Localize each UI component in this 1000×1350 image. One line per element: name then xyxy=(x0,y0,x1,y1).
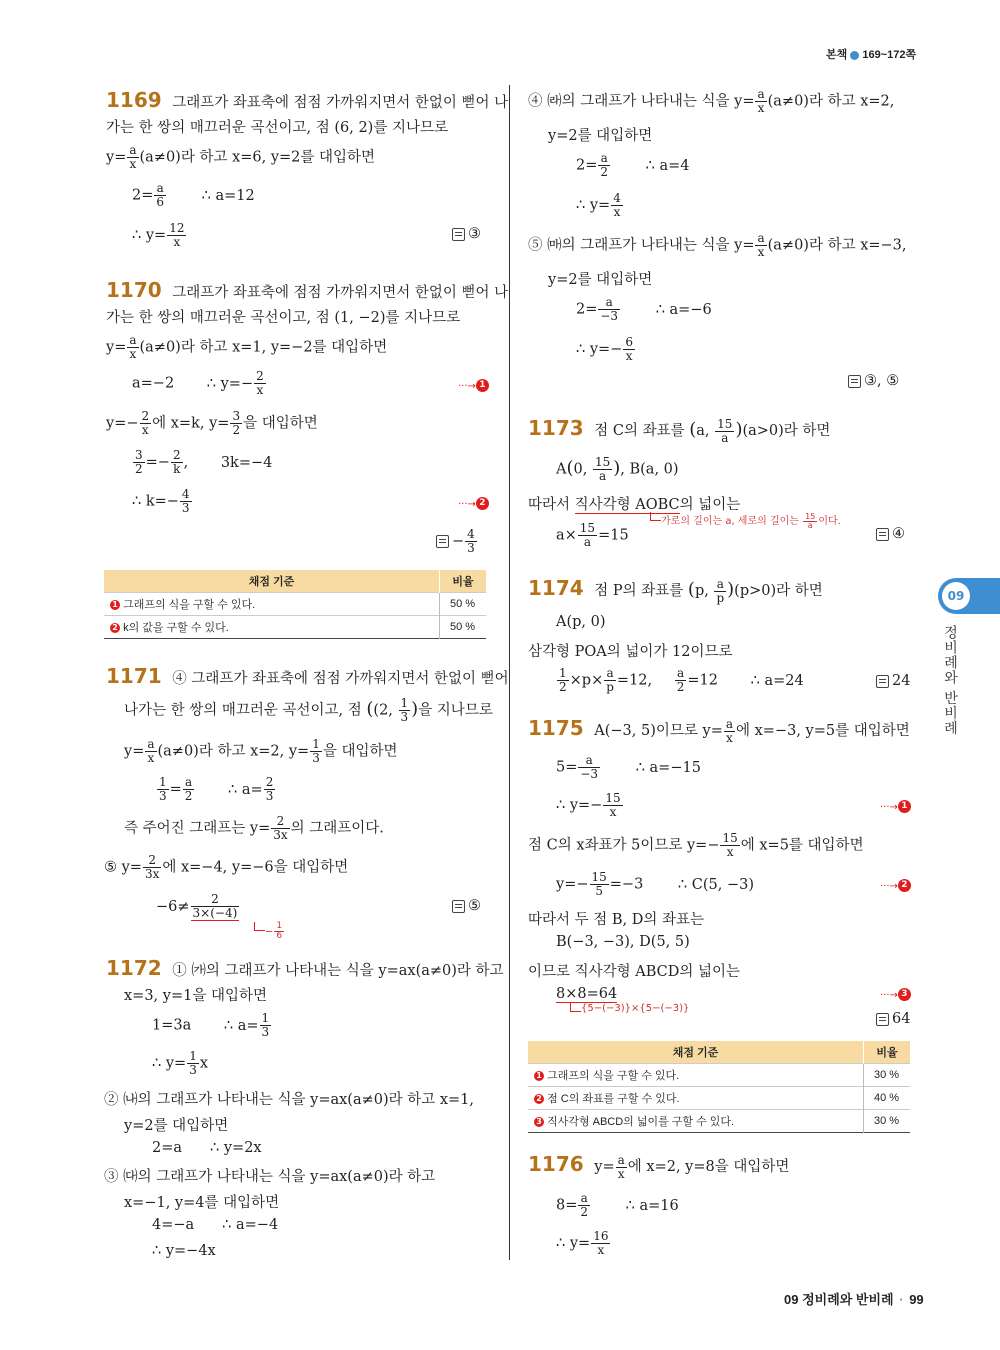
equation-line: y= $\frac{a}{x}$ (a≠0)라 하고 x=2, y= $\frac{1}{3}$ 을 대입하면 xyxy=(124,737,398,765)
equation-line: y= $\frac{a}{x}$ (a≠0)라 하고 x=6, y=2를 대입하면 xyxy=(106,143,376,171)
equation-line: 1=3a ∴ a= $\frac{1}{3}$ xyxy=(152,1011,270,1039)
text-line: 가는 한 쌍의 매끄러운 곡선이고, 점 (6, 2)를 지나므로 xyxy=(106,120,448,136)
equation-line: 2=a ∴ y=2x xyxy=(152,1140,262,1156)
text-line: ① ㈎의 그래프가 나타내는 식을 y=ax(a≠0)라 하고 xyxy=(172,963,504,979)
problem-number: 1173 xyxy=(528,416,584,440)
answer-1172: ③, ⑤ xyxy=(848,373,899,389)
equation-line: a× $\frac{15}{a}$ =15 xyxy=(556,521,629,549)
problem-1172 xyxy=(106,956,504,980)
text-line: x=−1, y=4를 대입하면 xyxy=(124,1195,280,1211)
text-line: 따라서 두 점 B, D의 좌표는 xyxy=(528,912,704,928)
equation-line: y= $\frac{a}{x}$ (a≠0)라 하고 x=1, y=−2를 대입하면 xyxy=(106,333,388,361)
chapter-tab-number: 09 xyxy=(942,582,970,610)
calc-hint: 가로의 길이는 a, 세로의 길이는 $\frac{15}{a}$ 이다. xyxy=(650,512,841,530)
problem-number: 1174 xyxy=(528,576,584,600)
header-book: 본책 xyxy=(826,49,848,61)
text-line: x=3, y=1을 대입하면 xyxy=(124,988,267,1004)
table-row: 2 점 C의 좌표를 구할 수 있다. 40 % xyxy=(528,1087,910,1110)
equation-line: ∴ k=− $\frac{4}{3}$ xyxy=(132,487,190,515)
page-footer: 09 정비례와 반비례 · 99 xyxy=(784,1292,924,1307)
text-line: 그래프가 좌표축에 점점 가까워지면서 한없이 뻗어 나 xyxy=(172,95,509,111)
problem-1169 xyxy=(106,88,508,112)
text-line: 가는 한 쌍의 매끄러운 곡선이고, 점 (1, −2)를 지나므로 xyxy=(106,310,461,326)
equation-line: 8×8=64 xyxy=(556,986,618,1002)
equation-line: y=− $\frac{2}{x}$ 에 x=k, y= $\frac{3}{2}$ 을 대입하면 xyxy=(106,409,318,437)
equation-line: ∴ y=−4x xyxy=(152,1243,216,1259)
answer-1175: 64 xyxy=(876,1011,910,1027)
equation-line: ∴ y= $\frac{12}{x}$ xyxy=(132,221,185,249)
chapter-tab-title: 정비례와 반비례 xyxy=(942,625,958,736)
equation-line: 5= $\frac{a}{-3}$ ∴ a=−15 xyxy=(556,753,701,781)
answer-1173: ④ xyxy=(876,526,905,542)
problem-1176: 1176 y= $\frac{a}{x}$ 에 x=2, y=8을 대입하면 xyxy=(528,1152,790,1181)
table-row: 1 그래프의 식을 구할 수 있다. 30 % xyxy=(528,1064,910,1087)
answer-icon xyxy=(452,228,465,241)
calc-hint: − $\frac{1}{6}$ xyxy=(254,922,285,941)
equation-line: ∴ y=− $\frac{15}{x}$ xyxy=(556,791,621,819)
equation-line: A(0, $\frac{15}{a}$ ), B(a, 0) xyxy=(556,455,679,483)
step-marker-2: ···→ 2 xyxy=(458,495,489,511)
equation-line: 나가는 한 쌍의 매끄러운 곡선이고, 점 ((2, $\frac{1}{3}$ )을 지나므로 xyxy=(124,696,493,724)
problem-1174: 1174 점 P의 좌표를 (p, $\frac{a}{p}$ )(p>0)라 하면 xyxy=(528,576,823,605)
equation-line: ∴ y= $\frac{1}{3}$ x xyxy=(152,1049,209,1077)
problem-1173: 1173 점 C의 좌표를 (a, $\frac{15}{a}$ )(a>0)라 하면 xyxy=(528,416,831,445)
equation-line: B(−3, −3), D(5, 5) xyxy=(556,934,690,950)
text-line: ③ ㈐의 그래프가 나타내는 식을 y=ax(a≠0)라 하고 xyxy=(104,1169,436,1185)
equation-line: ⑤ ㈒의 그래프가 나타내는 식을 y= $\frac{a}{x}$ (a≠0)라 하고 x=−3, xyxy=(528,231,907,259)
equation-line: ∴ y=− $\frac{6}{x}$ xyxy=(576,335,633,363)
equation-line: −6≠ $\frac{2}{3\times(-4)}$ xyxy=(156,892,238,920)
equation-line: A(p, 0) xyxy=(556,614,606,630)
text-line: ② ㈏의 그래프가 나타내는 식을 y=ax(a≠0)라 하고 x=1, xyxy=(104,1092,475,1108)
problem-number: 1169 xyxy=(106,88,162,112)
answer-1170: − $\frac{4}{3}$ xyxy=(436,528,478,555)
problem-number: 1176 xyxy=(528,1152,584,1176)
table-row: 2 k의 값을 구할 수 있다. 50 % xyxy=(104,616,486,639)
header-dot-icon xyxy=(850,51,859,60)
answer-icon xyxy=(876,1013,889,1026)
answer-icon xyxy=(876,528,889,541)
page-number: 99 xyxy=(909,1292,924,1307)
text-line: ④ 그래프가 좌표축에 점점 가까워지면서 한없이 뻗어 xyxy=(172,671,509,687)
answer-1169: ③ xyxy=(452,226,481,242)
scoring-table-1175 xyxy=(528,1041,910,1133)
answer-icon xyxy=(848,375,861,388)
column-divider xyxy=(509,85,510,1260)
equation-line: 점 C의 x좌표가 5이므로 y=− $\frac{15}{x}$ 에 x=5를 대입하면 xyxy=(528,831,864,859)
table-row: 1 그래프의 식을 구할 수 있다. 50 % xyxy=(104,593,486,616)
calc-hint: {5−(−3)}×{5−(−3)} xyxy=(570,1003,689,1014)
text-line: y=2를 대입하면 xyxy=(548,128,653,144)
problem-1170 xyxy=(106,278,508,302)
table-header: 비율 xyxy=(440,570,487,593)
scoring-table-1170 xyxy=(104,570,486,639)
chapter-side-tab xyxy=(938,578,1000,614)
step-marker-1: ···→ 1 xyxy=(458,377,489,393)
text-line: y=2를 대입하면 xyxy=(548,272,653,288)
equation-line: ④ ㈑의 그래프가 나타내는 식을 y= $\frac{a}{x}$ (a≠0)라 하고 x=2, xyxy=(528,87,895,115)
equation-line: ∴ y= $\frac{4}{x}$ xyxy=(576,191,621,219)
equation-line: 즉 주어진 그래프는 y= $\frac{2}{3x}$ 의 그래프이다. xyxy=(124,814,384,842)
equation-line: 2= $\frac{a}{2}$ ∴ a=4 xyxy=(576,151,690,179)
header-pages: 169~172쪽 xyxy=(862,49,917,61)
text-line: 그래프가 좌표축에 점점 가까워지면서 한없이 뻗어 나 xyxy=(172,285,509,301)
text-line: 이므로 직사각형 ABCD의 넓이는 xyxy=(528,964,741,980)
equation-line: 4=−a ∴ a=−4 xyxy=(152,1217,279,1233)
answer-icon xyxy=(452,900,465,913)
step-marker-3: ···→ 3 xyxy=(880,986,911,1002)
table-header: 채점 기준 xyxy=(104,570,440,593)
problem-1171 xyxy=(106,664,509,688)
equation-line: y=− $\frac{15}{5}$ =−3 ∴ C(5, −3) xyxy=(556,870,754,898)
equation-line: 2= $\frac{a}{6}$ ∴ a=12 xyxy=(132,181,255,209)
equation-line: $\frac{1}{2}$ ×p× $\frac{a}{p}$ =12, $\frac{a}{2}$ =12 ∴ a=24 xyxy=(559,666,804,694)
text-line: y=2를 대입하면 xyxy=(124,1118,229,1134)
equation-line: $\frac{3}{2}$ =− $\frac{2}{k}$ , 3k=−4 xyxy=(135,448,273,476)
text-line: 따라서 직사각형 AOBC의 넓이는 xyxy=(528,497,741,513)
answer-1174: 24 xyxy=(876,673,910,689)
table-header: 채점 기준 xyxy=(528,1041,864,1064)
problem-1175: 1175 A(−3, 5)이므로 y= $\frac{a}{x}$ 에 x=−3, y=5를 대입하면 xyxy=(528,716,910,745)
step-marker-2: ···→ 2 xyxy=(880,877,911,893)
equation-line: 2= $\frac{a}{-3}$ ∴ a=−6 xyxy=(576,295,712,323)
page-header xyxy=(826,46,916,62)
answer-icon xyxy=(436,535,449,548)
problem-number: 1170 xyxy=(106,278,162,302)
equation-line: $\frac{1}{3}$ = $\frac{a}{2}$ ∴ a= $\frac{2}{3}$ xyxy=(159,775,274,803)
equation-line: ∴ y= $\frac{16}{x}$ xyxy=(556,1229,609,1257)
problem-number: 1172 xyxy=(106,956,162,980)
equation-line: ⑤ y= $\frac{2}{3x}$ 에 x=−4, y=−6을 대입하면 xyxy=(104,853,349,881)
problem-number: 1175 xyxy=(528,716,584,740)
answer-1171: ⑤ xyxy=(452,898,481,914)
answer-icon xyxy=(876,675,889,688)
table-header: 비율 xyxy=(864,1041,911,1064)
footer-chapter: 09 정비례와 반비례 xyxy=(784,1292,894,1307)
text-line: 삼각형 POA의 넓이가 12이므로 xyxy=(528,644,733,660)
step-marker-1: ···→ 1 xyxy=(880,798,911,814)
problem-number: 1171 xyxy=(106,664,162,688)
equation-line: a=−2 ∴ y=− $\frac{2}{x}$ xyxy=(132,369,264,397)
table-row: 3 직사각형 ABCD의 넓이를 구할 수 있다. 30 % xyxy=(528,1110,910,1133)
equation-line: 8= $\frac{a}{2}$ ∴ a=16 xyxy=(556,1191,679,1219)
